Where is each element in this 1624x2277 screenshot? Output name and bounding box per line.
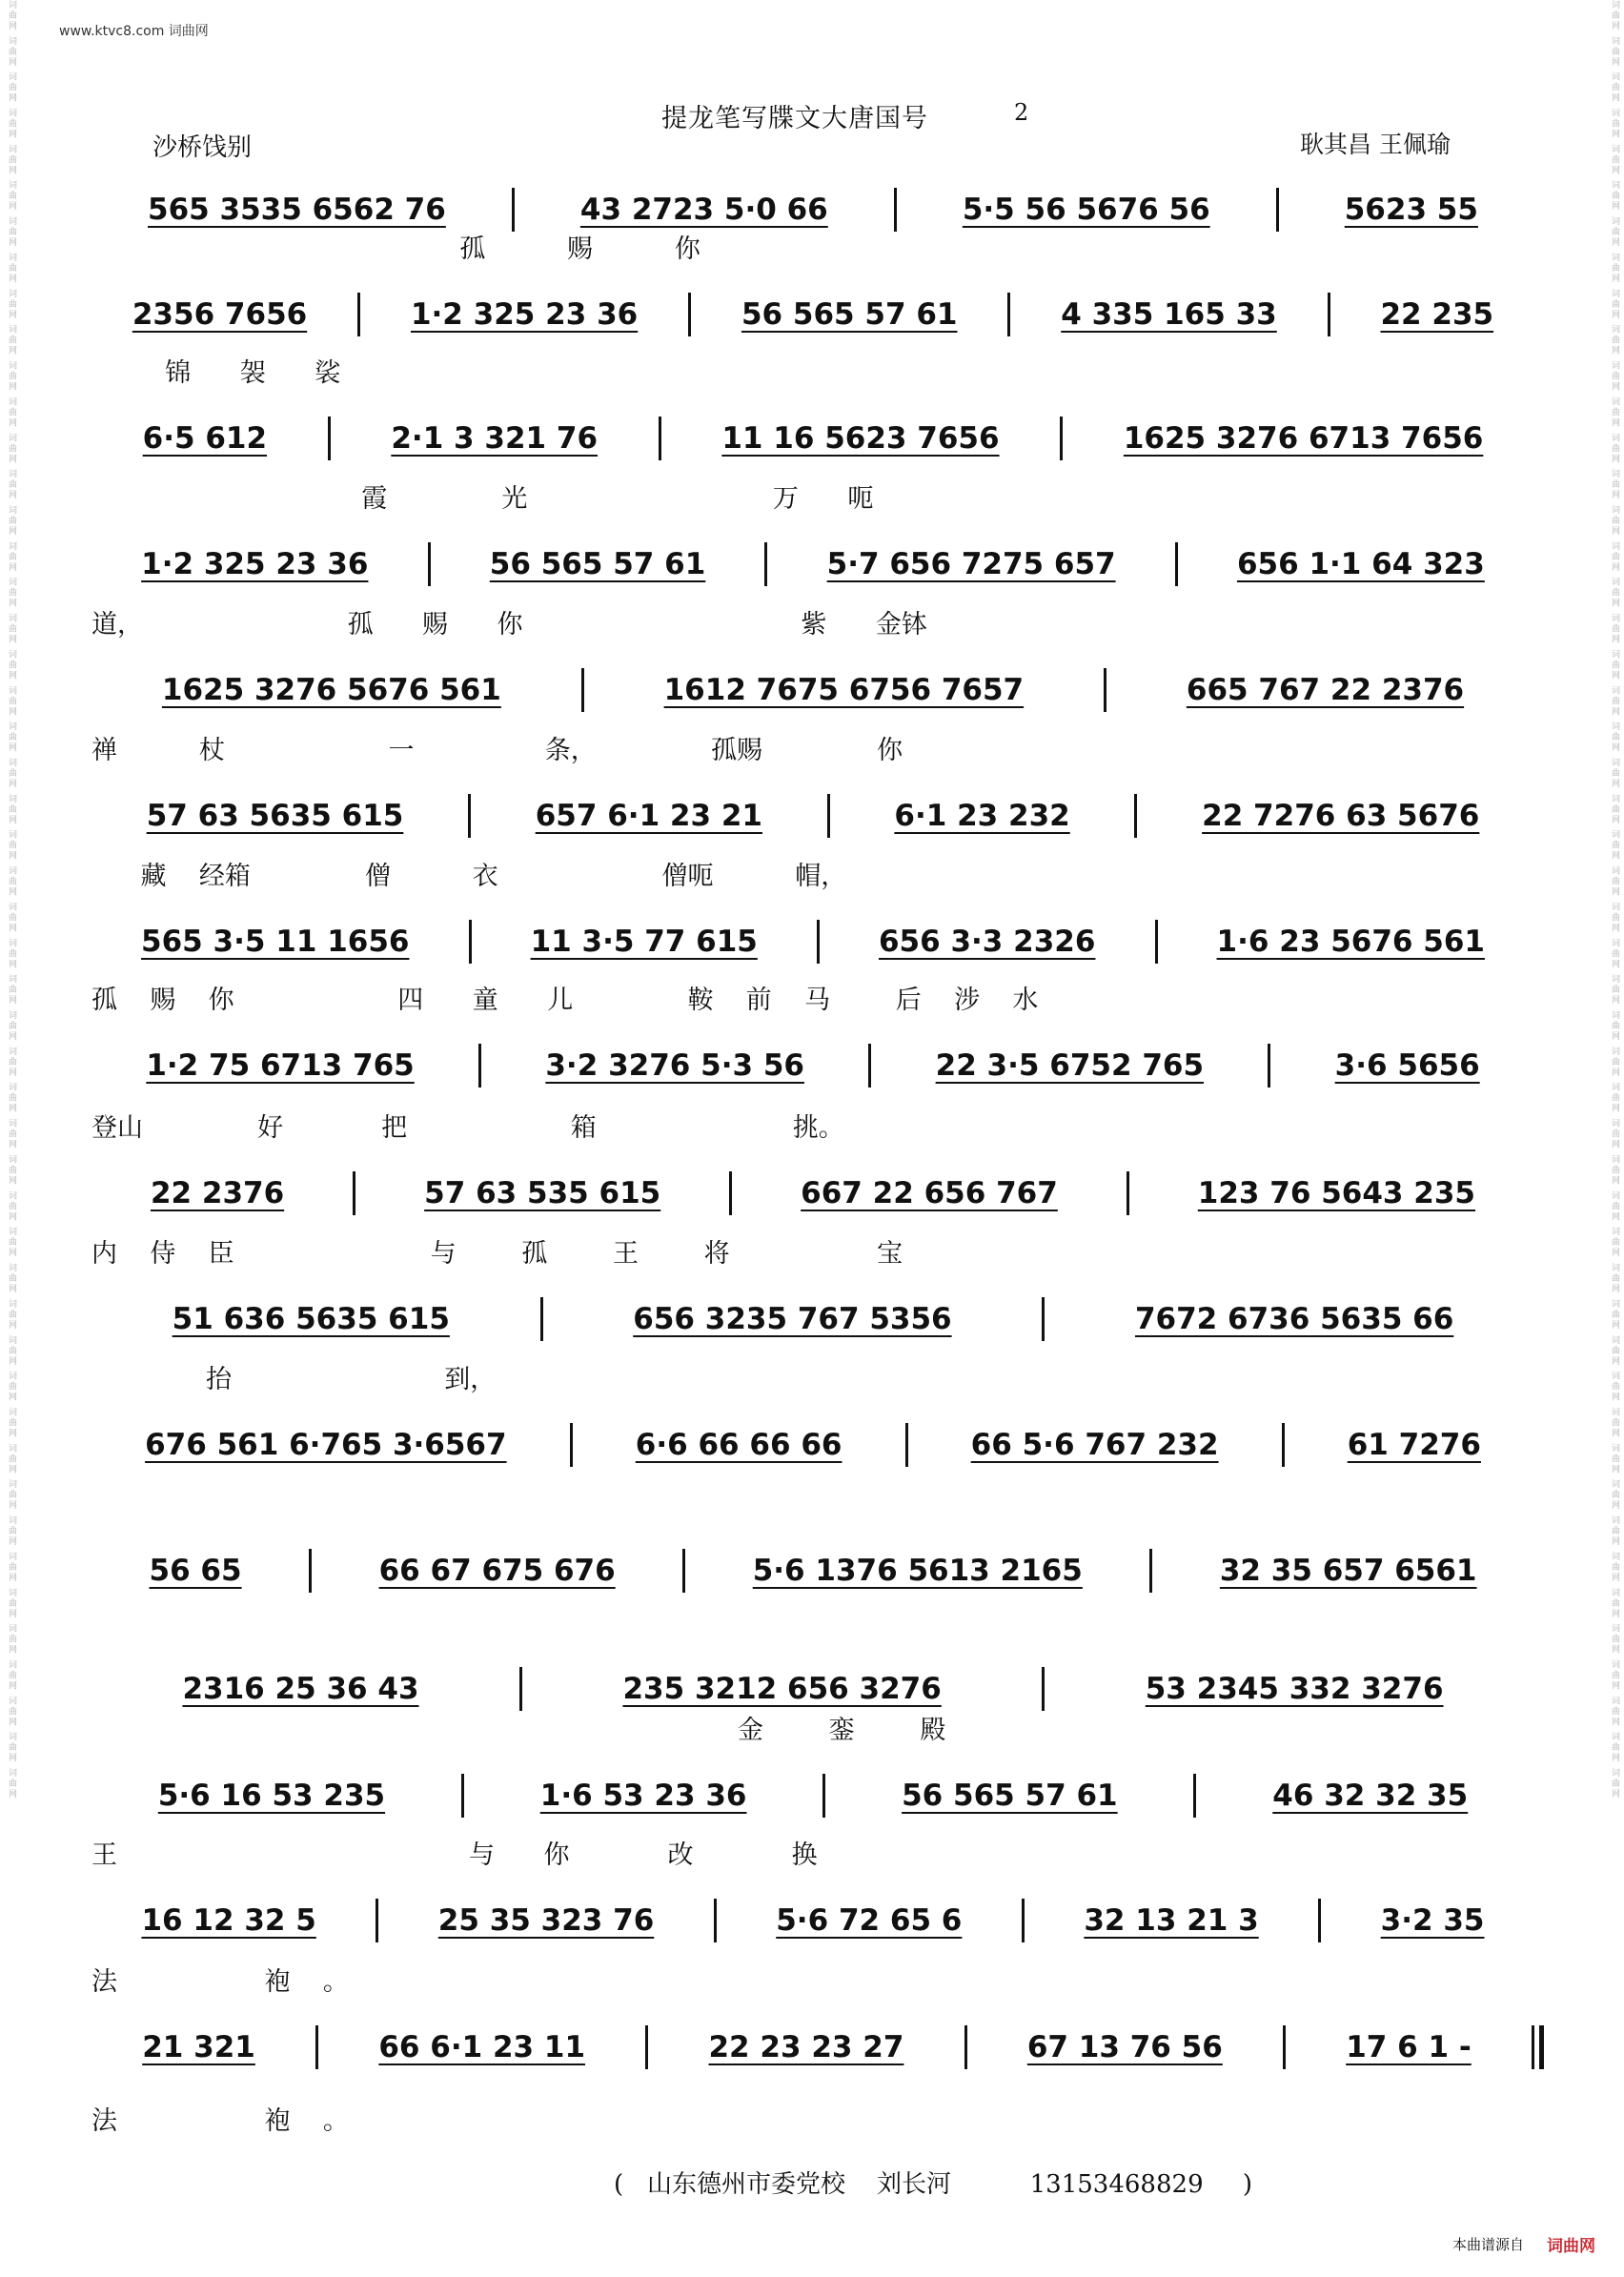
score-row bbox=[82, 295, 1544, 334]
measure: 5·6 1376 5613 2165 bbox=[752, 1554, 1083, 1588]
measure: 2·1 3 321 76 bbox=[391, 421, 599, 456]
measure: 4 335 165 33 bbox=[1061, 297, 1277, 332]
measure: 61 7276 bbox=[1347, 1428, 1481, 1462]
measure: 46 32 32 35 bbox=[1272, 1779, 1469, 1813]
measure: 3·2 35 bbox=[1380, 1903, 1485, 1938]
measure: 6·5 612 bbox=[142, 421, 268, 456]
measure: 1625 3276 6713 7656 bbox=[1123, 421, 1484, 456]
measure: 1·2 325 23 36 bbox=[410, 297, 639, 332]
side-watermark-left: 词曲网 词曲网 词曲网 词曲网 词曲网 词曲网 词曲网 词曲网 词曲网 词曲网 词曲网 词曲网 词曲网 词曲网 词曲网 词曲网 词曲网 词曲网 词曲网 词曲网 词曲网 词曲网 词曲网 词曲网 词曲网 词曲网 词曲网 词曲网 词曲网 词曲网 词曲网 词曲网 词曲网 词曲网 词曲网 词曲网 词曲网 词曲网 词曲网 词曲网 词曲网 词曲网 词曲网 词曲网 词曲网 词曲网 词曲网 词曲网 词曲网 词曲网 bbox=[7, 0, 16, 1800]
measure: 57 63 535 615 bbox=[424, 1176, 661, 1210]
measure: 2316 25 36 43 bbox=[182, 1672, 419, 1706]
final-barline bbox=[1532, 2025, 1544, 2069]
measure: 1·6 23 5676 561 bbox=[1216, 925, 1485, 959]
measure: 1·6 53 23 36 bbox=[539, 1779, 747, 1813]
measure: 22 3·5 6752 765 bbox=[935, 1048, 1205, 1083]
score-row bbox=[82, 797, 1544, 835]
measure: 66 67 675 676 bbox=[378, 1554, 616, 1588]
page-title: 提龙笔写牒文大唐国号 bbox=[661, 104, 928, 133]
source-label: 本曲谱源自 bbox=[1451, 2236, 1524, 2253]
lyric-line: 登山 好 把 箱 挑。 bbox=[91, 1113, 844, 1143]
measure: 667 22 656 767 bbox=[801, 1176, 1058, 1210]
measure: 53 2345 332 3276 bbox=[1145, 1672, 1444, 1706]
measure: 2356 7656 bbox=[132, 297, 308, 332]
measure: 3·2 3276 5·3 56 bbox=[545, 1048, 804, 1083]
measure: 22 7276 63 5676 bbox=[1202, 799, 1480, 833]
measure: 1612 7675 6756 7657 bbox=[663, 673, 1025, 707]
measure: 57 63 5635 615 bbox=[146, 799, 404, 833]
score-row bbox=[82, 419, 1544, 457]
source-brand: 词曲网 bbox=[1547, 2237, 1595, 2256]
measure: 56 565 57 61 bbox=[741, 297, 958, 332]
lyric-line bbox=[91, 1609, 1550, 1639]
measure: 11 16 5623 7656 bbox=[721, 421, 1000, 456]
lyric-line-final: 法 袍 。 bbox=[91, 2106, 349, 2136]
measure: 5·6 72 65 6 bbox=[776, 1903, 963, 1938]
score-row bbox=[82, 545, 1544, 583]
watermark-url: www.ktvc8.com 词曲网 bbox=[59, 24, 209, 39]
lyric-line: 藏 经箱 僧 衣 僧呃 帽， bbox=[91, 862, 847, 891]
measure: 5·6 16 53 235 bbox=[157, 1779, 386, 1813]
measure: 56 65 bbox=[149, 1554, 242, 1588]
score-row bbox=[82, 1426, 1544, 1464]
score-row bbox=[82, 1047, 1544, 1085]
measure: 3·6 5656 bbox=[1334, 1048, 1480, 1083]
footer-credit: ( 山东德州市委党校 刘长河 13153468829 ) bbox=[614, 2170, 1253, 2199]
lyric-line bbox=[91, 1491, 1550, 1521]
measure: 565 3·5 11 1656 bbox=[141, 925, 410, 959]
measure: 22 23 23 27 bbox=[708, 2030, 904, 2064]
measure: 5·7 656 7275 657 bbox=[826, 547, 1116, 581]
lyric-line: 法 袍 。 bbox=[91, 1967, 349, 1997]
measure: 66 6·1 23 11 bbox=[378, 2030, 586, 2064]
measure: 7672 6736 5635 66 bbox=[1134, 1302, 1454, 1336]
measure: 565 3535 6562 76 bbox=[148, 193, 446, 227]
score-row bbox=[82, 1552, 1544, 1590]
measure: 665 767 22 2376 bbox=[1186, 673, 1465, 707]
measure: 32 35 657 6561 bbox=[1219, 1554, 1477, 1588]
measure: 25 35 323 76 bbox=[437, 1903, 655, 1938]
measure: 656 3235 767 5356 bbox=[633, 1302, 952, 1336]
measure: 657 6·1 23 21 bbox=[535, 799, 763, 833]
measure: 11 3·5 77 615 bbox=[530, 925, 758, 959]
side-watermark-right: 词曲网 词曲网 词曲网 词曲网 词曲网 词曲网 词曲网 词曲网 词曲网 词曲网 词曲网 词曲网 词曲网 词曲网 词曲网 词曲网 词曲网 词曲网 词曲网 词曲网 词曲网 词曲网 词曲网 词曲网 词曲网 词曲网 词曲网 词曲网 词曲网 词曲网 词曲网 词曲网 词曲网 词曲网 词曲网 词曲网 词曲网 词曲网 词曲网 词曲网 词曲网 词曲网 词曲网 词曲网 词曲网 词曲网 词曲网 词曲网 词曲网 词曲网 bbox=[1610, 0, 1619, 1800]
measure: 656 3·3 2326 bbox=[878, 925, 1096, 959]
lyric-line: 孤 赐 你 四 童 儿 鞍 前 马 后 涉 水 bbox=[91, 986, 1039, 1015]
source-badge bbox=[1452, 2232, 1595, 2256]
measure: 56 565 57 61 bbox=[902, 1779, 1118, 1813]
measure: 1625 3276 5676 561 bbox=[161, 673, 501, 707]
measure: 66 5·6 767 232 bbox=[970, 1428, 1219, 1462]
measure: 123 76 5643 235 bbox=[1197, 1176, 1475, 1210]
measure: 43 2723 5·0 66 bbox=[579, 193, 828, 227]
measure: 5623 55 bbox=[1344, 193, 1478, 227]
measure: 1·2 325 23 36 bbox=[141, 547, 369, 581]
score-row bbox=[82, 1901, 1544, 1940]
lyric-line: 金 銮 殿 bbox=[91, 1716, 946, 1745]
lyric-line: 道， 孤 赐 你 紫 金钵 bbox=[91, 610, 927, 640]
measure: 17 6 1 - bbox=[1346, 2030, 1472, 2064]
composer-credit: 耿其昌 王佩瑜 bbox=[1300, 131, 1451, 158]
measure: 1·2 75 6713 765 bbox=[146, 1048, 415, 1083]
measure: 22 235 bbox=[1380, 297, 1494, 332]
lyric-line: 孤 赐 你 bbox=[91, 234, 700, 264]
measure: 656 1·1 64 323 bbox=[1236, 547, 1485, 581]
score-row bbox=[82, 191, 1544, 229]
measure: 32 13 21 3 bbox=[1084, 1903, 1259, 1938]
lyric-line: 抬 到， bbox=[91, 1365, 497, 1394]
page-number: 2 bbox=[1014, 99, 1029, 126]
score-row bbox=[82, 2028, 1544, 2066]
score-row bbox=[82, 1174, 1544, 1212]
measure: 6·6 66 66 66 bbox=[635, 1428, 842, 1462]
lyric-line: 王 与 你 改 换 bbox=[91, 1840, 818, 1870]
subtitle: 沙桥饯别 bbox=[152, 133, 253, 162]
measure: 5·5 56 5676 56 bbox=[962, 193, 1210, 227]
lyric-line: 内 侍 臣 与 孤 王 将 宝 bbox=[91, 1239, 903, 1269]
score-row bbox=[82, 923, 1544, 961]
lyric-line: 锦 袈 裟 bbox=[91, 358, 341, 388]
measure: 67 13 76 56 bbox=[1026, 2030, 1223, 2064]
score-row bbox=[82, 671, 1544, 709]
measure: 51 636 5635 615 bbox=[172, 1302, 450, 1336]
measure: 56 565 57 61 bbox=[489, 547, 706, 581]
measure: 21 321 bbox=[142, 2030, 255, 2064]
lyric-line: 禅 杖 一 条， 孤赐 你 bbox=[91, 736, 903, 765]
measure: 22 2376 bbox=[150, 1176, 285, 1210]
score-row bbox=[82, 1670, 1544, 1708]
score-row bbox=[82, 1777, 1544, 1815]
measure: 235 3212 656 3276 bbox=[622, 1672, 942, 1706]
measure: 676 561 6·765 3·6567 bbox=[145, 1428, 507, 1462]
measure: 6·1 23 232 bbox=[894, 799, 1070, 833]
measure: 16 12 32 5 bbox=[141, 1903, 316, 1938]
score-row bbox=[82, 1300, 1544, 1338]
lyric-line: 霞 光 万 呃 bbox=[91, 484, 874, 514]
